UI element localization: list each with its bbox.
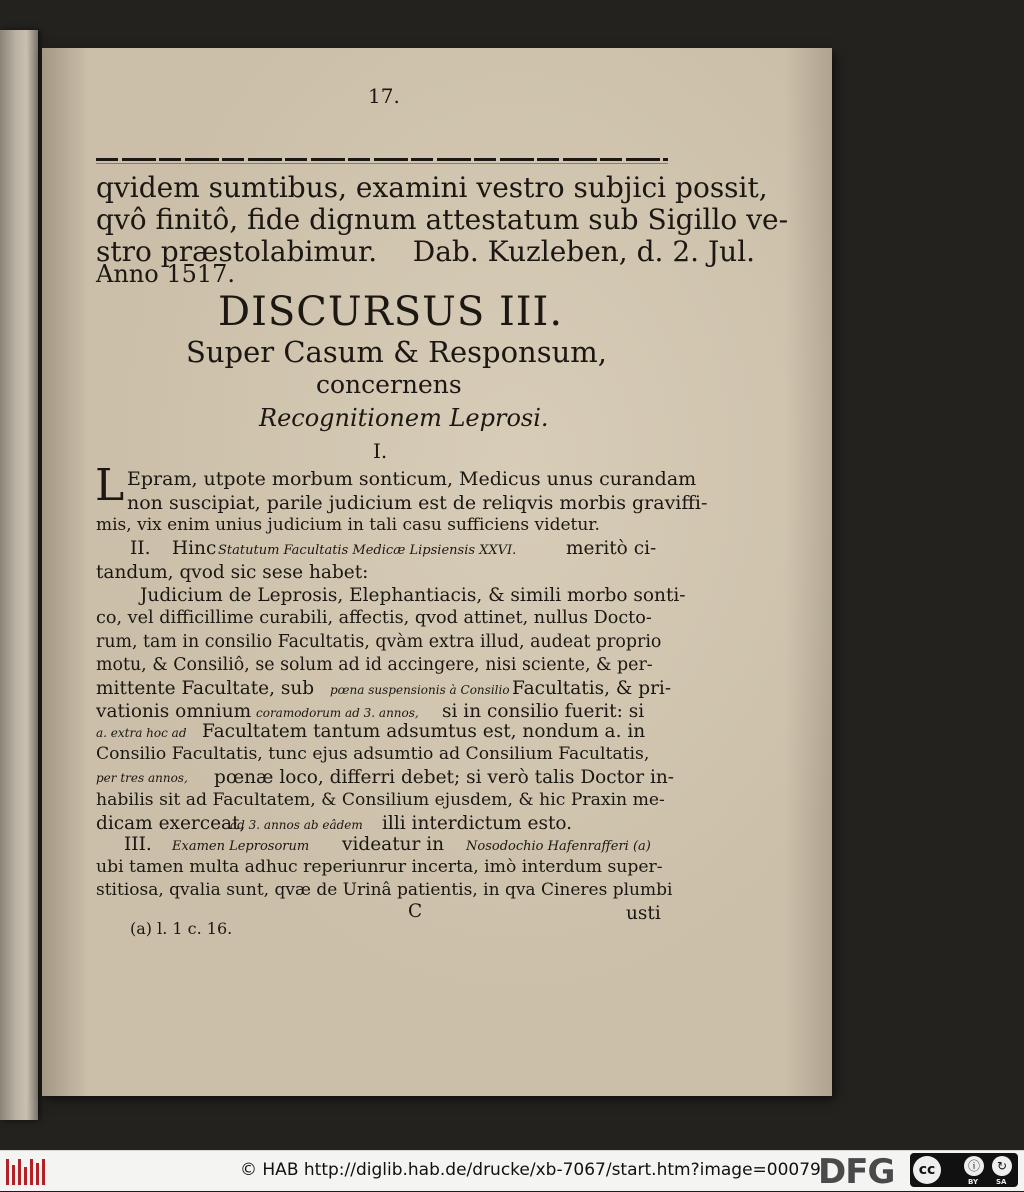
cc-license-badge[interactable] bbox=[910, 1153, 1018, 1187]
discursus-subtitle: Super Casum & Responsum, bbox=[186, 335, 607, 369]
quote-line: rum, tam in consilio Facultatis, qvàm extra illud, audeat proprio bbox=[96, 632, 662, 652]
italic-text: pœna suspensionis à Consilio bbox=[330, 683, 510, 697]
italic-text: per tres annos, bbox=[96, 771, 188, 785]
paragraph-line: Epram, utpote morbum sonticum, Medicus unus curandam bbox=[127, 468, 697, 490]
discursus-title: DISCURSUS III. bbox=[218, 289, 564, 335]
continuation-line: Anno 1517. bbox=[96, 260, 236, 288]
quote-text: pœnæ loco, differri debet; si verò talis Doctor in- bbox=[214, 767, 675, 788]
paragraph-text: videatur in bbox=[342, 834, 445, 855]
copyright-citation-link[interactable]: © HAB http://diglib.hab.de/drucke/xb-7067/start.htm?image=00079 bbox=[240, 1160, 821, 1180]
page-number: 17. bbox=[368, 84, 400, 108]
footnote: (a) l. 1 c. 16. bbox=[130, 919, 233, 938]
quote-text: dicam exerceat, bbox=[96, 813, 246, 834]
sa-label: SA bbox=[996, 1178, 1007, 1186]
italic-citation: Statutum Facultatis Medicæ Lipsiensis XXVI. bbox=[218, 543, 517, 558]
section-number: I. bbox=[373, 439, 388, 463]
quote-text: vationis omnium bbox=[96, 701, 252, 722]
catchword: usti bbox=[626, 903, 661, 924]
continuation-line: qvô finitô, fide dignum attestatum sub Sigillo ve- bbox=[96, 203, 789, 236]
italic-text: coramodorum ad 3. annos, bbox=[256, 706, 419, 720]
quote-line: Judicium de Leprosis, Elephantiacis, & simili morbo sonti- bbox=[140, 585, 686, 606]
paragraph-text: meritò ci- bbox=[566, 538, 657, 559]
header-rule bbox=[96, 158, 668, 161]
quote-text: si in consilio fuerit: si bbox=[442, 701, 645, 722]
previous-page-edge bbox=[0, 30, 38, 1120]
paragraph-line: ubi tamen multa adhuc reperiunrur incerta, imò interdum super- bbox=[96, 857, 663, 877]
dfg-logo[interactable]: DFG bbox=[818, 1152, 895, 1192]
paragraph-text: Hinc bbox=[172, 538, 217, 559]
section-number: III. bbox=[124, 834, 152, 855]
quote-text: mittente Facultate, sub bbox=[96, 678, 315, 699]
quote-text: illi interdictum esto. bbox=[382, 813, 573, 834]
drop-capital: L bbox=[95, 460, 125, 511]
italic-text: Nosodochio Hafenrafferi (a) bbox=[466, 839, 651, 854]
paragraph-line: non suscipiat, parile judicium est de reliqvis morbis graviffi- bbox=[127, 492, 708, 514]
quote-line: habilis sit ad Facultatem, & Consilium ejusdem, & hic Praxin me- bbox=[96, 790, 665, 810]
paragraph-line: stitiosa, qvalia sunt, qvæ de Urinâ patientis, in qva Cineres plumbi bbox=[96, 880, 673, 900]
by-label: BY bbox=[968, 1178, 979, 1186]
continuation-line: qvidem sumtibus, examini vestro subjici possit, bbox=[96, 171, 768, 204]
discursus-topic: Recognitionem Leprosi. bbox=[259, 404, 549, 432]
section-number: II. bbox=[130, 538, 151, 559]
quote-text: Facultatis, & pri- bbox=[512, 678, 672, 699]
paragraph-line: mis, vix enim unius judicium in tali casu sufficiens videtur. bbox=[96, 515, 600, 535]
italic-text: ad 3. annos ab eâdem bbox=[230, 818, 363, 832]
italic-text: Examen Leprosorum bbox=[172, 839, 310, 854]
quote-line: co, vel difficillime curabili, affectis, qvod attinet, nullus Docto- bbox=[96, 608, 652, 628]
discursus-concernens: concernens bbox=[316, 370, 462, 399]
paragraph-line: tandum, qvod sic sese habet: bbox=[96, 562, 369, 583]
share-alike-icon: ↻ bbox=[992, 1156, 1012, 1176]
italic-text: a. extra hoc ad bbox=[96, 726, 187, 740]
cc-icon: cc bbox=[913, 1156, 941, 1184]
quote-text: Facultatem tantum adsumtus est, nondum a. in bbox=[202, 721, 646, 742]
quote-line: motu, & Consiliô, se solum ad id accingere, nisi sciente, & per- bbox=[96, 655, 653, 675]
hab-logo-icon bbox=[6, 1159, 45, 1185]
signature-mark: C bbox=[408, 901, 423, 922]
quote-line: Consilio Facultatis, tunc ejus adsumtio ad Consilium Facultatis, bbox=[96, 744, 650, 764]
header-rule-shadow bbox=[96, 163, 668, 164]
continuation-line: stro præstolabimur. Dab. Kuzleben, d. 2. Jul. bbox=[96, 235, 756, 268]
attribution-icon: ⓘ bbox=[964, 1156, 984, 1176]
